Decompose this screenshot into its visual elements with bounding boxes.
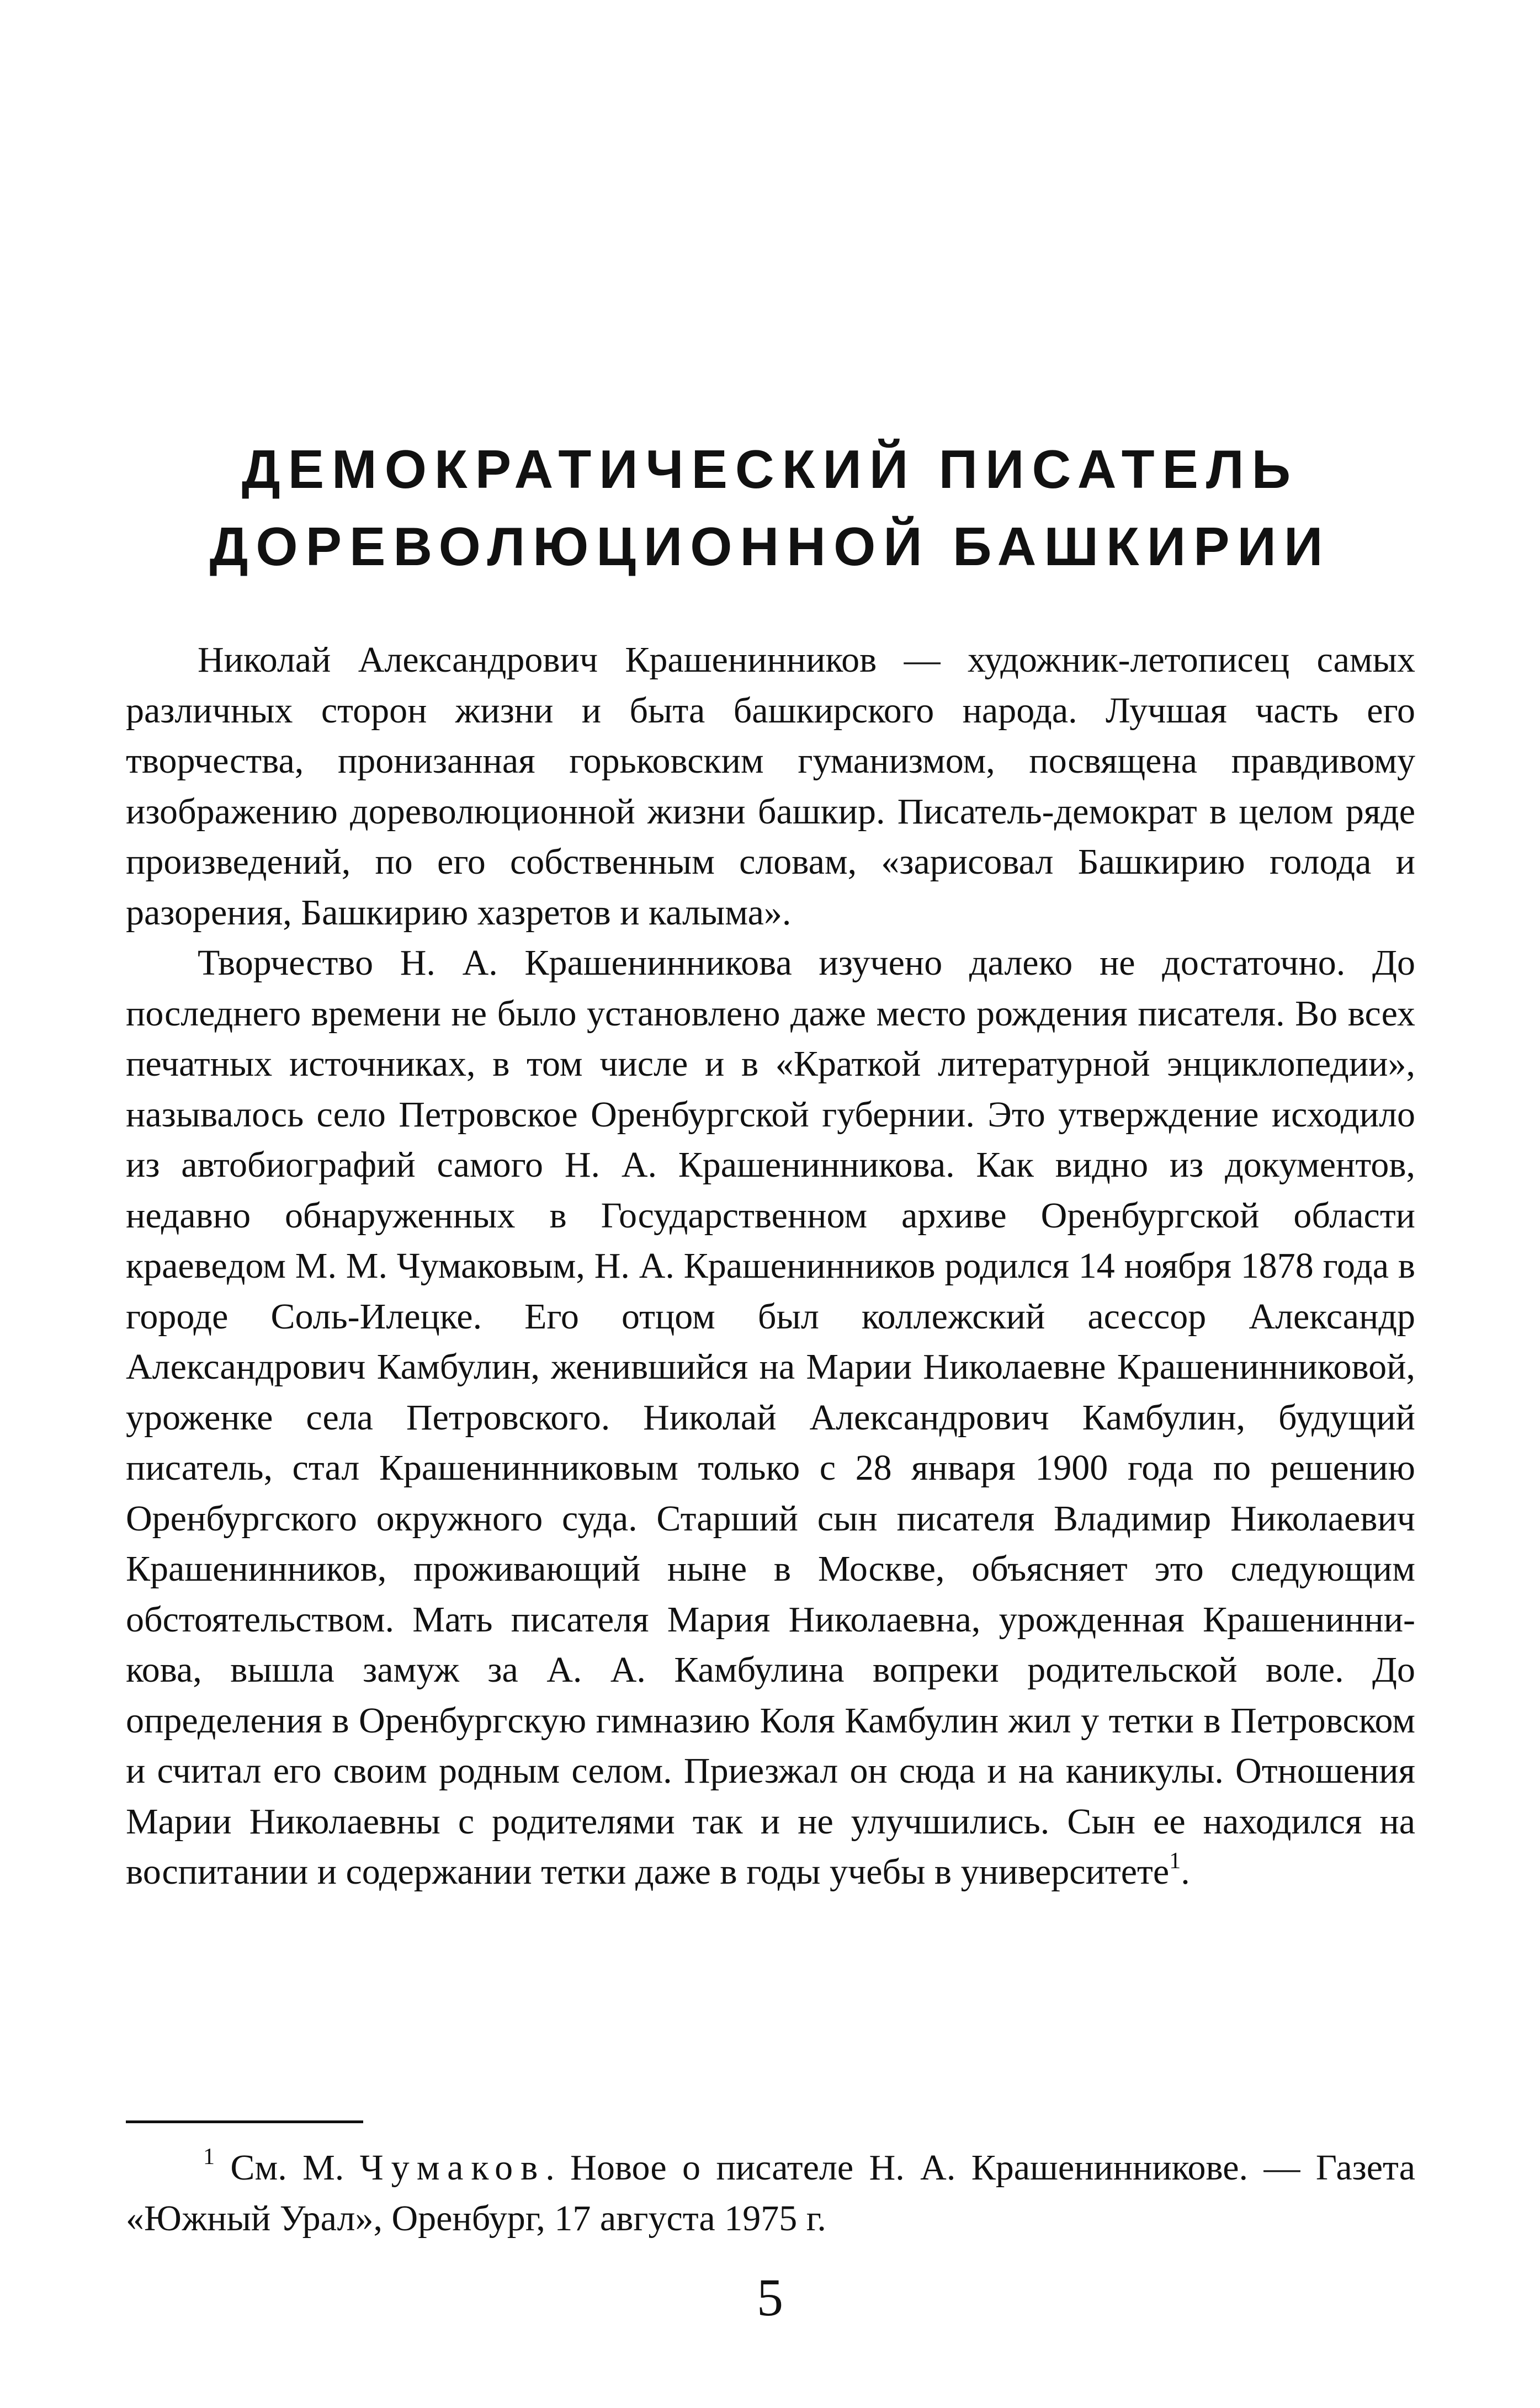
footnote <box>126 2143 1415 2244</box>
title-line-2: ДОРЕВОЛЮЦИОННОЙ БАШКИРИИ <box>209 516 1331 577</box>
footnote-text: . Новое о писателе Н. А. Крашенинникове. — Газета «Южный Урал», Оренбург, 17 августа 1975 г. <box>126 2147 1415 2239</box>
footnote-prefix: См. М. <box>230 2147 360 2188</box>
footnote-reference: 1 <box>1169 1848 1181 1874</box>
page-number: 5 <box>757 2268 783 2327</box>
paragraph-1: Николай Александрович Крашенинников — художник-летописец самых различных сторон жизни и быта башкирского народа. Лучшая часть его творчества, пронизанная горьковским гуманизмом, посвящена правдивому изображению дореволюционной жизни башкир. Писатель-демократ в целом ряде произведений, по его собственным словам, «зарисовал Башкирию голода и разорения, Башкирию хазретов и калыма». <box>126 640 1415 933</box>
article-body <box>126 635 1415 1897</box>
footnote-marker: 1 <box>203 2144 215 2170</box>
footnote-divider <box>126 2120 363 2123</box>
footnote-author: Чумаков <box>359 2147 546 2188</box>
paragraph-2-text: Творчество Н. А. Крашенинникова изучено далеко не достаточно. До последнего времени не было установлено даже место рождения писателя. Во всех печатных источниках, в том числе и в «Краткой литературной энциклопедии», называлось село Петровское Оренбургской губернии. Это утверждение исходило из автобиографий самого Н. А. Крашенинникова. Как видно из документов, недавно обнаруженных в Государственном архиве Оренбургской области краеведом М. М. Чумаковым, Н. А. Крашенинников родился 14 ноября 1878 года в городе Соль-Илецке. Его отцом был коллежский асессор Александр Александрович Камбулин, женившийся на Марии Николаевне Крашенинниковой, уроженке села Петровского. Николай Александрович Камбулин, будущий писатель, стал Крашенинниковым только с 28 января 1900 года по решению Оренбургского окружного суда. Старший сын писателя Владимир Николаевич Крашенинников, проживающий ныне в Москве, объясняет это следующим обстоятельством. Мать писателя Мария Николаевна, урожденная Крашенинникова, вышла замуж за А. А. Камбулина вопреки родительской воле. До определения в Оренбургскую гимназию Коля Камбулин жил у тетки в Петровском и считал его своим родным селом. Приезжал он сюда и на каникулы. Отношения Марии Николаевны с родителями так и не улучшились. Сын ее находился на воспитании и содержании тетки даже в годы учебы в университете <box>126 943 1415 1892</box>
title-line-1: ДЕМОКРАТИЧЕСКИЙ ПИСАТЕЛЬ <box>241 439 1299 499</box>
paragraph-2: Творчество Н. А. Крашенинникова изучено далеко не достаточно. До последнего времени не было установлено даже место рождения писателя. Во всех печатных источниках, в том числе и в «Краткой литературной энциклопедии», называлось село Петровское Оренбургской губернии. Это утверждение исходило из автобиографий самого Н. А. Крашенинникова. Как видно из документов, недавно обнаруженных в Государственном архиве Оренбургской области краеведом М. М. Чумаковым, Н. А. Крашенинников родился 14 ноября 1878 года в городе Соль-Илецке. Его отцом был коллежский асессор Александр Александрович Камбулин, женившийся на Марии Николаевне Крашенинниковой, уроженке села Петровского. Николай Александрович Камбулин, будущий писатель, стал Крашенинниковым только с 28 января 1900 года по решению Оренбургского окружного суда. Старший сын писателя Владимир Николаевич Крашенинников, проживающий ныне в Москве, объясняет это следующим обстоятельством. Мать писателя Мария Николаевна, урожденная Крашенинникова, вышла замуж за А. А. Камбулина вопреки родительской воле. До определения в Оренбургскую гимназию Коля Камбулин жил у тетки в Петровском и считал его своим родным селом. Приезжал он сюда и на каникулы. Отношения Марии Николаевны с родителями так и не улучшились. Сын ее находился на воспитании и содержании тетки даже в годы учебы в университете$^1$. <box>126 943 1415 1892</box>
page-title <box>0 430 1540 585</box>
